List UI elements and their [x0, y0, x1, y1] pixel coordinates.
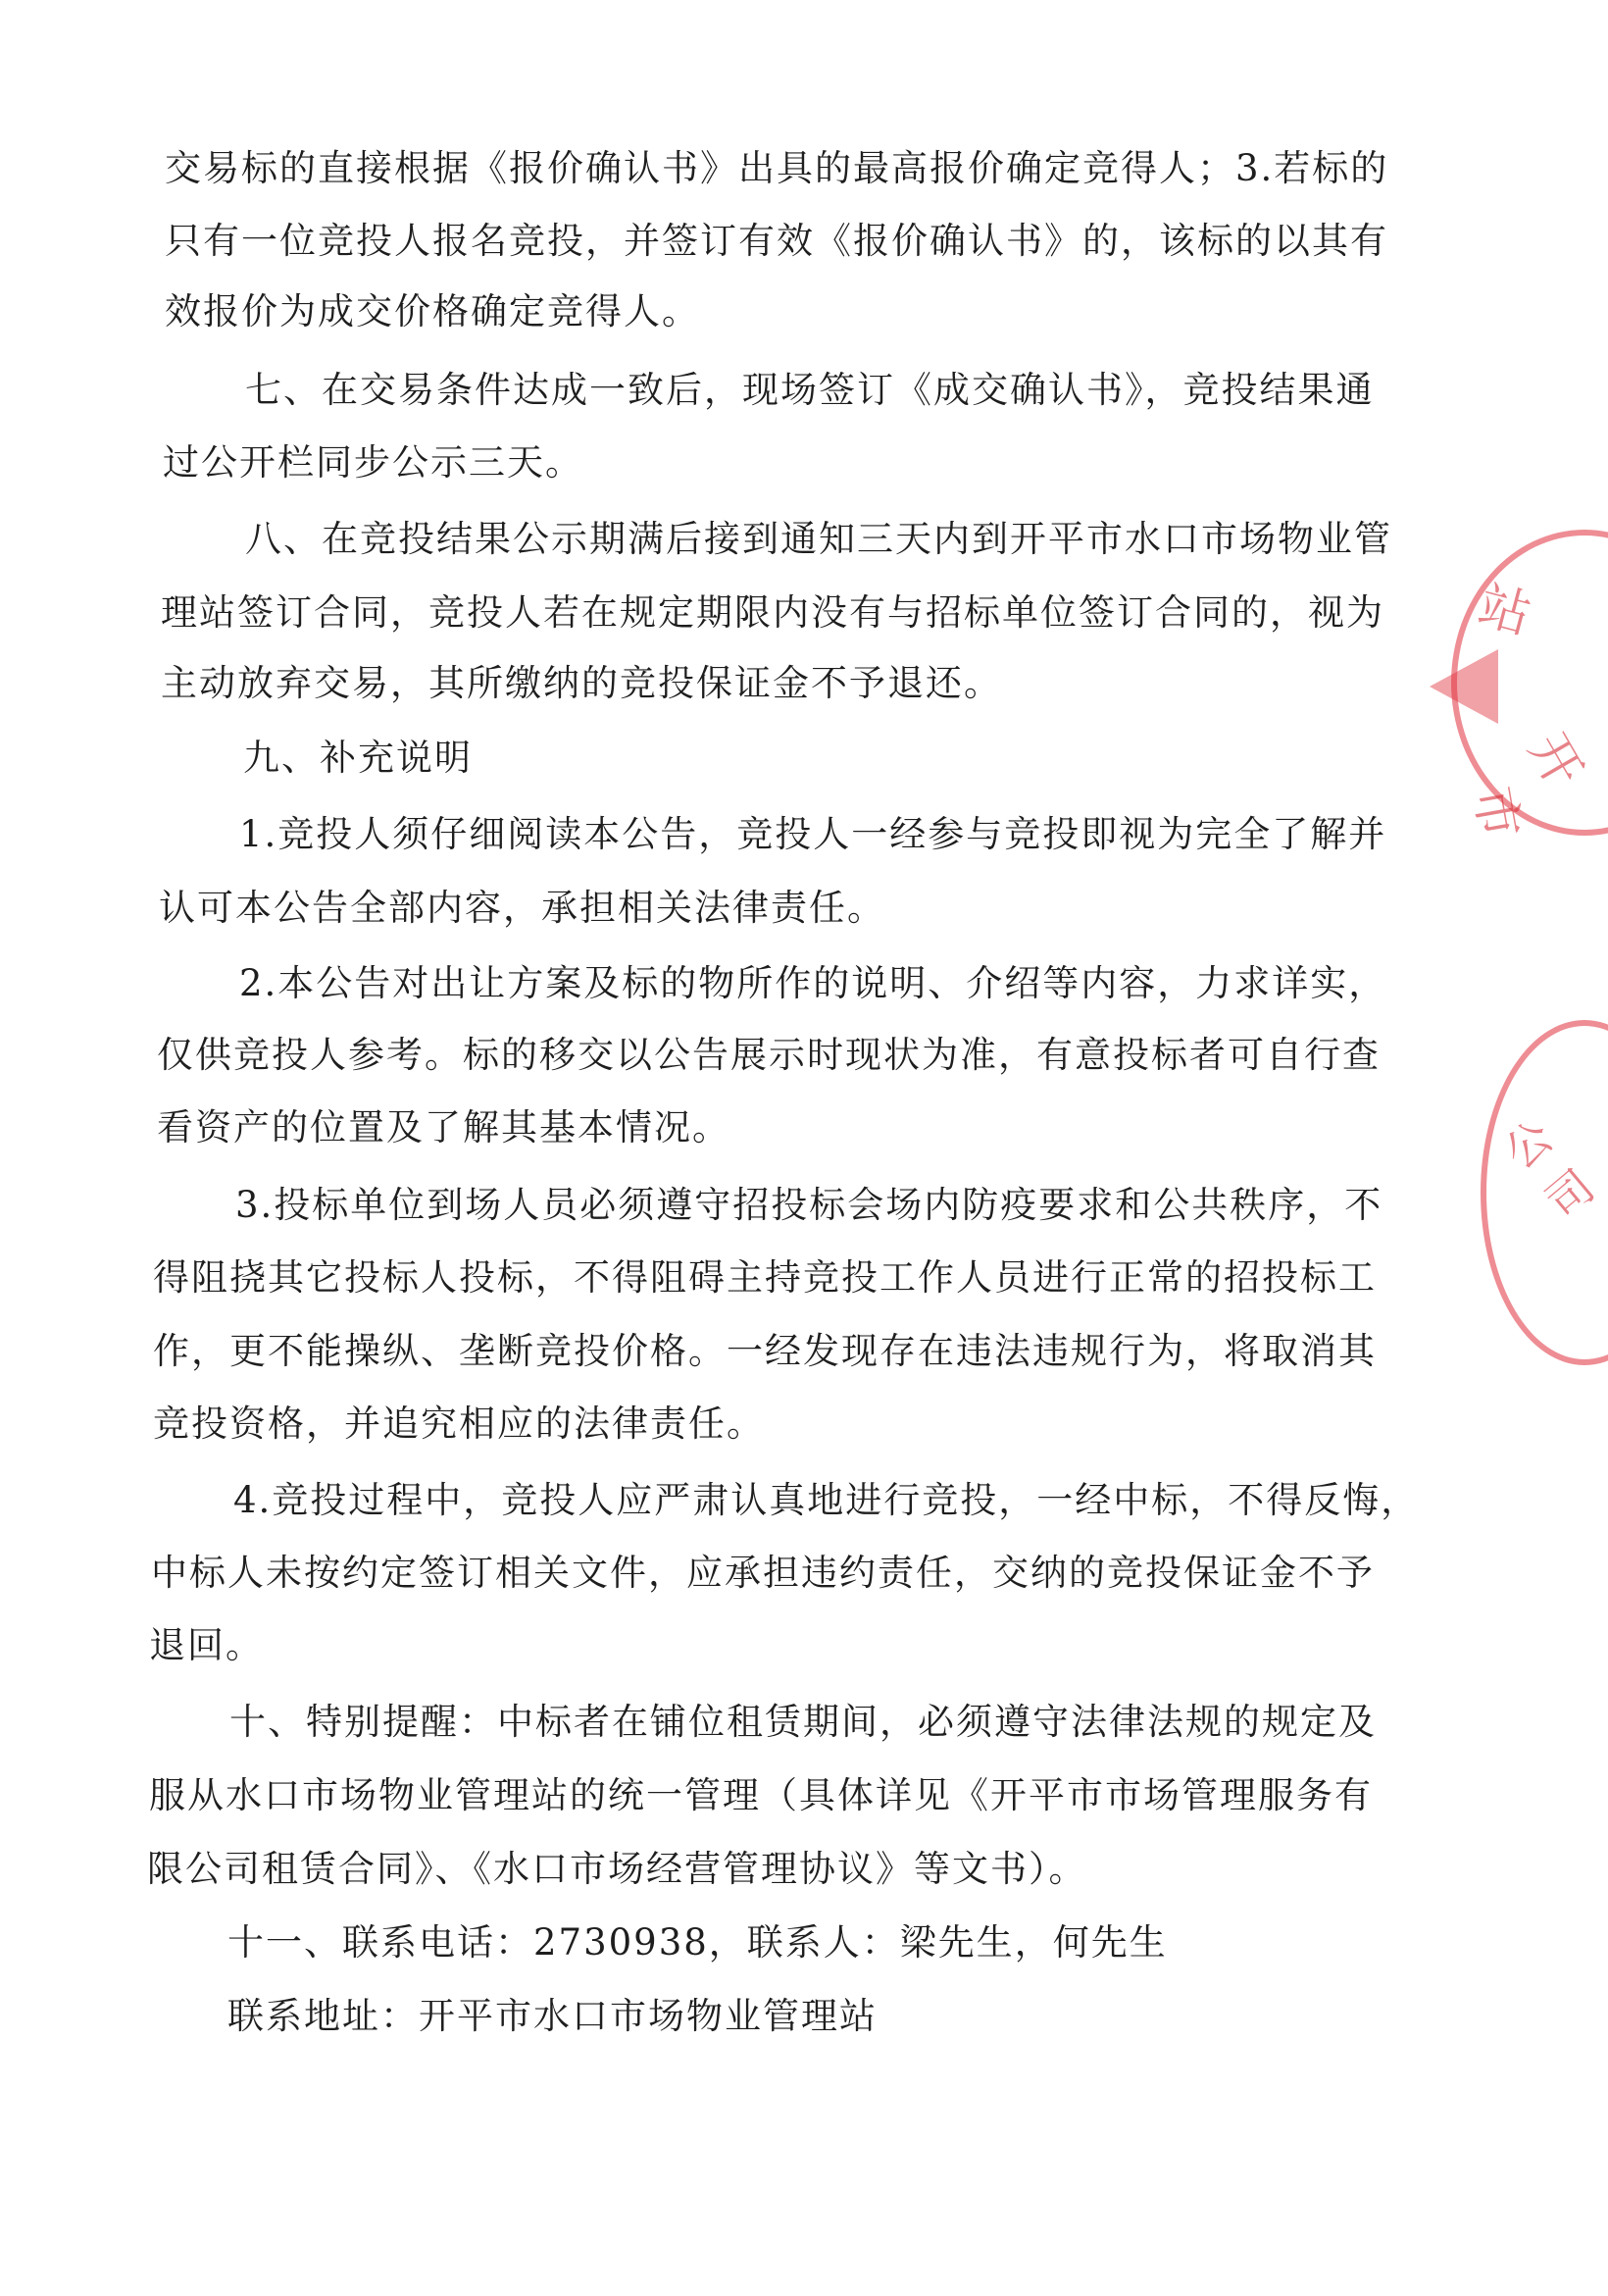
text-line: 退回。	[149, 1624, 264, 1666]
text-line: 八、在竞投结果公示期满后接到通知三天内到开平市水口市场物业管	[245, 518, 1392, 560]
text-line: 作，更不能操纵、垄断竞投价格。一经发现存在违法违规行为，将取消其	[153, 1330, 1377, 1372]
text-line: 效报价为成交价格确定竞得人。	[165, 290, 700, 332]
text-line: 过公开栏同步公示三天。	[163, 441, 583, 484]
text-line: 服从水口市场物业管理站的统一管理（具体详见《开平市市场管理服务有	[149, 1774, 1373, 1816]
text-line: 看资产的位置及了解其基本情况。	[157, 1106, 730, 1148]
text-line: 中标人未按约定签订相关文件，应承担违约责任，交纳的竞投保证金不予	[151, 1552, 1375, 1594]
text-line: 竞投资格，并追究相应的法律责任。	[153, 1403, 765, 1445]
contact-phone: 十一、联系电话：2730938，联系人：梁先生，何先生	[227, 1921, 1168, 1964]
contact-address: 联系地址：开平市水口市场物业管理站	[227, 1995, 878, 2037]
seal-char-shi: 市	[1462, 782, 1530, 843]
text-line: 得阻挠其它投标人投标，不得阻碍主持竞投工作人员进行正常的招投标工	[153, 1256, 1377, 1299]
text-line: 1.竞投人须仔细阅读本公告，竞投人一经参与竞投即视为完全了解并	[239, 813, 1387, 855]
seal-star-icon	[1430, 649, 1498, 724]
text-line: 十、特别提醒：中标者在铺位租赁期间，必须遵守法律法规的规定及	[229, 1701, 1377, 1743]
text-line: 限公司租赁合同》、《水口市场经营管理协议》等文书）。	[147, 1848, 1087, 1890]
text-line: 仅供竞投人参考。标的移交以公告展示时现状为准，有意投标者可自行查	[157, 1034, 1381, 1076]
text-line: 主动放弃交易，其所缴纳的竞投保证金不予退还。	[161, 662, 1002, 704]
section-heading: 九、补充说明	[243, 737, 473, 779]
seal-char-kai: 开	[1517, 723, 1594, 797]
text-line: 只有一位竞投人报名竞投，并签订有效《报价确认书》的，该标的以其有	[165, 220, 1388, 262]
text-line: 交易标的直接根据《报价确认书》出具的最高报价确定竞得人；3.若标的	[165, 147, 1389, 189]
text-line: 2.本公告对出让方案及标的物所作的说明、介绍等内容，力求详实，	[239, 962, 1387, 1004]
text-line: 4.竞投过程中，竞投人应严肃认真地进行竞投，一经中标，不得反悔，	[233, 1479, 1420, 1521]
text-line: 3.投标单位到场人员必须遵守招投标会场内防疫要求和公共秩序，不	[235, 1184, 1383, 1226]
seal-char-zhan: 站	[1472, 576, 1537, 646]
seal-char-gongsi: 公司	[1493, 1109, 1605, 1230]
text-line: 理站签订合同，竞投人若在规定期限内没有与招标单位签订合同的，视为	[161, 591, 1384, 634]
text-line: 七、在交易条件达成一致后，现场签订《成交确认书》，竞投结果通	[245, 369, 1375, 411]
text-line: 认可本公告全部内容，承担相关法律责任。	[159, 887, 885, 929]
